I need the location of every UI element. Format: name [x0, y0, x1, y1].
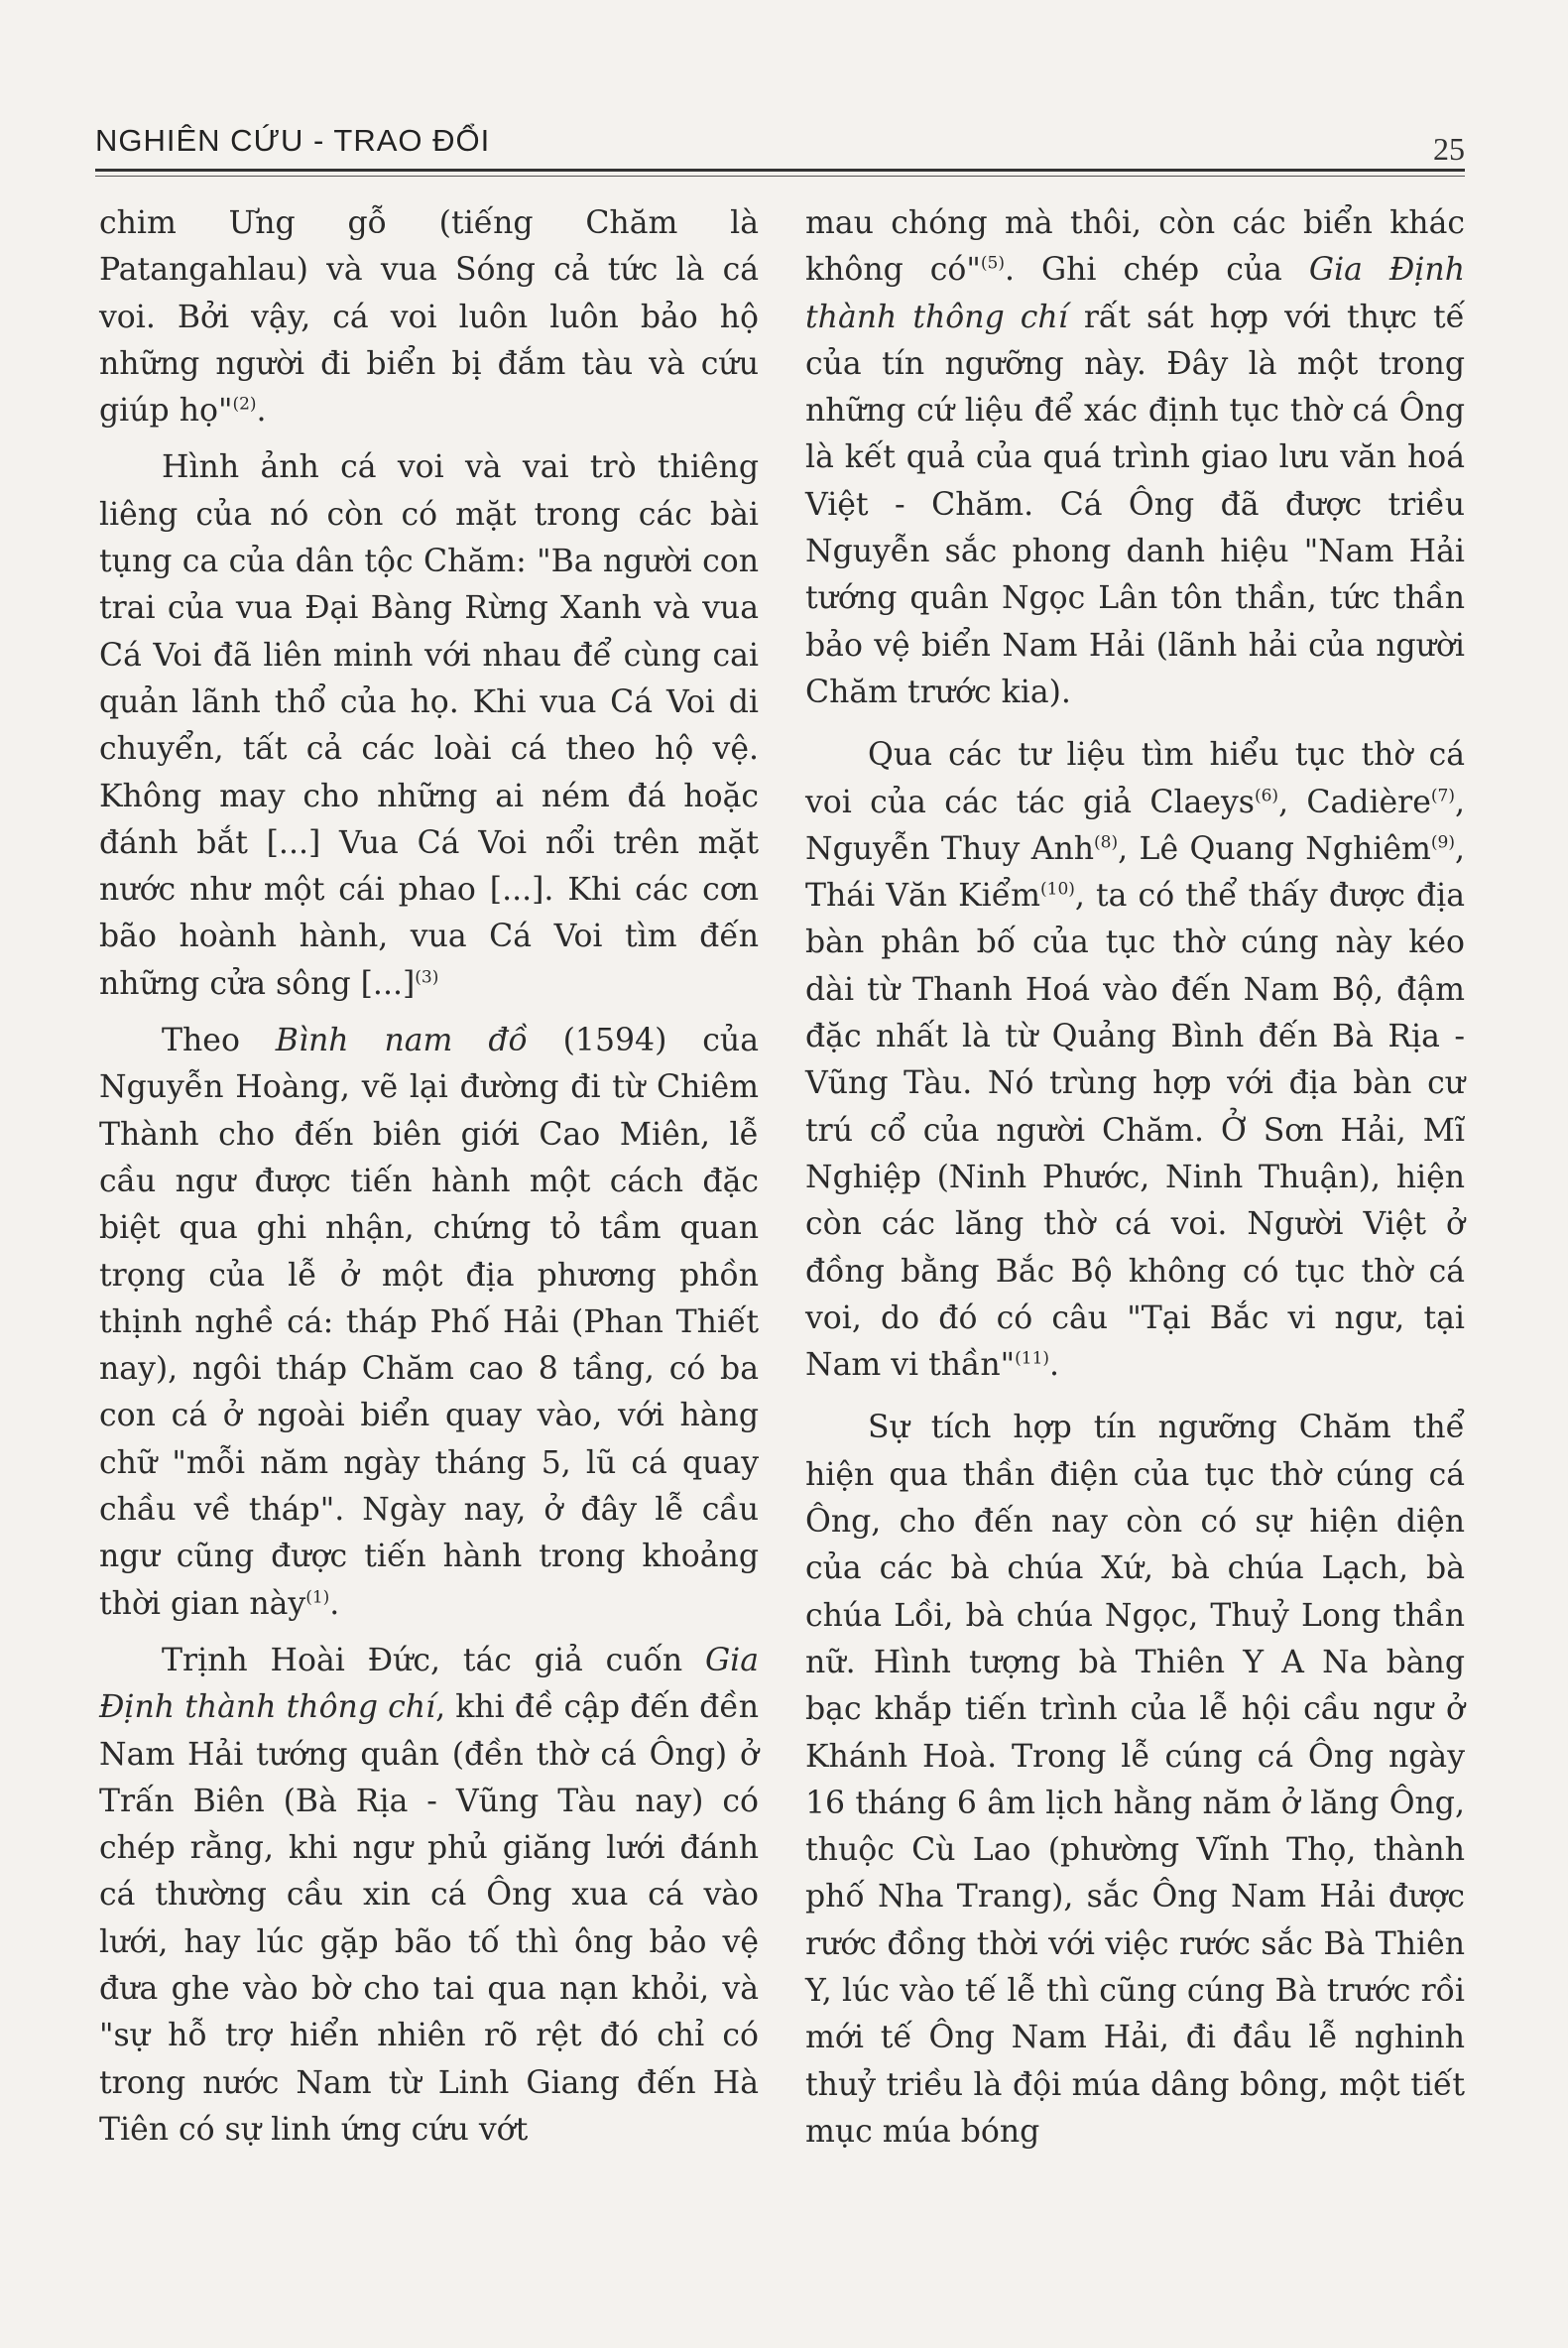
- book-title: Bình nam đồ: [275, 1023, 528, 1059]
- header-rule-thin: [95, 176, 1465, 177]
- footnote-ref: (7): [1430, 786, 1455, 806]
- footnote-ref: (5): [980, 253, 1005, 274]
- text-run: chim Ưng gỗ (tiếng Chăm là Patangahlau) và vua Sóng cả tức là cá voi. Bởi vậy, cá voi luôn luôn bảo hộ những người đi biển bị đắm tàu và cứu giúp họ": [99, 205, 759, 430]
- paragraph: [805, 200, 1465, 716]
- paragraph: [805, 1405, 1465, 2156]
- footnote-ref: (10): [1040, 879, 1075, 900]
- footnote-ref: (6): [1254, 786, 1279, 806]
- paragraph: [99, 1638, 759, 2154]
- section-title: NGHIÊN CỨU - TRAO ĐỔI: [95, 123, 491, 158]
- text-run: mau chóng mà thôi, còn các biển khác không có": [805, 205, 1465, 289]
- text-run: .: [329, 1585, 340, 1622]
- text-run: .: [1049, 1347, 1060, 1384]
- text-run: Sự tích hợp tín ngưỡng Chăm thể hiện qua thần điện của tục thờ cúng cá Ông, cho đến nay còn có sự hiện diện của các bà chúa Xứ, bà chúa Lạch, bà chúa Lồi, bà chúa Ngọc, Thuỷ Long thần nữ. Hình tượng bà Thiên Y A Na bàng bạc khắp tiến trình của lễ hội cầu ngư ở Khánh Hoà. Trong lễ cúng cá Ông ngày 16 tháng 6 âm lịch hằng năm ở lăng Ông, thuộc Cù Lao (phường Vĩnh Thọ, thành phố Nha Trang), sắc Ông Nam Hải được rước đồng thời với việc rước sắc Bà Thiên Y, lúc vào tế lễ thì cũng cúng Bà trước rồi mới tế Ông Nam Hải, đi đầu lễ nghinh thuỷ triều là đội múa dâng bông, một tiết mục múa bóng: [805, 1410, 1465, 2150]
- footnote-ref: (9): [1430, 832, 1455, 853]
- footnote-ref: (2): [232, 394, 257, 415]
- footnote-ref: (1): [305, 1587, 330, 1608]
- text-run: rất sát hợp với thực tế của tín ngưỡng này. Đây là một trong những cứ liệu để xác định tục thờ cá Ông là kết quả của quá trình giao lưu văn hoá Việt - Chăm. Cá Ông đã được triều Nguyễn sắc phong danh hiệu "Nam Hải tướng quân Ngọc Lân tôn thần, tức thần bảo vệ biển Nam Hải (lãnh hải của người Chăm trước kia).: [805, 299, 1465, 710]
- footnote-ref: (8): [1094, 832, 1119, 853]
- text-run: Theo: [162, 1023, 276, 1059]
- text-run: , Lê Quang Nghiêm: [1118, 830, 1431, 867]
- header-rule: [95, 169, 1465, 172]
- right-column: [805, 200, 1465, 2171]
- paragraph: [99, 200, 759, 434]
- book-title: Gia Định thành thông chí: [805, 252, 1465, 335]
- paragraph: [99, 1018, 759, 1628]
- text-run: .: [256, 393, 267, 430]
- text-run: , Thái Văn Kiểm: [805, 830, 1465, 915]
- text-run: , Cadière: [1278, 784, 1431, 820]
- footnote-ref: (11): [1015, 1348, 1050, 1369]
- text-run: (1594) của Nguyễn Hoàng, vẽ lại đường đi từ Chiêm Thành cho đến biên giới Cao Miên, lễ cầu ngư được tiến hành một cách đặc biệt qua ghi nhận, chứng tỏ tầm quan trọng của lễ ở một địa phương phồn thịnh nghề cá: tháp Phố Hải (Phan Thiết nay), ngôi tháp Chăm cao 8 tầng, có ba con cá ở ngoài biển quay vào, với hàng chữ "mỗi năm ngày tháng 5, lũ cá quay chầu về tháp". Ngày nay, ở đây lễ cầu ngư cũng được tiến hành trong khoảng thời gian này: [99, 1023, 759, 1622]
- text-run: , Nguyễn Thuy Anh: [805, 784, 1465, 867]
- book-title: Gia Định thành thông chí: [99, 1642, 759, 1726]
- footnote-ref: (3): [415, 967, 439, 988]
- text-run: . Ghi chép của: [1004, 252, 1309, 289]
- page-header: [95, 117, 1465, 175]
- paragraph: [99, 444, 759, 1008]
- text-run: , khi đề cập đến đền Nam Hải tướng quân (đền thờ cá Ông) ở Trấn Biên (Bà Rịa - Vũng Tàu nay) có chép rằng, khi ngư phủ giăng lưới đánh cá thường cầu xin cá Ông xua cá vào lưới, hay lúc gặp bão tố thì ông bảo vệ đưa ghe vào bờ cho tai qua nạn khỏi, và "sự hỗ trợ hiển nhiên rõ rệt đó chỉ có trong nước Nam từ Linh Giang đến Hà Tiên có sự linh ứng cứu vớt: [99, 1689, 760, 2148]
- paragraph: [805, 732, 1465, 1389]
- text-run: , ta có thể thấy được địa bàn phân bố của tục thờ cúng này kéo dài từ Thanh Hoá vào đến Nam Bộ, đậm đặc nhất là từ Quảng Bình đến Bà Rịa - Vũng Tàu. Nó trùng hợp với địa bàn cư trú cổ của người Chăm. Ở Sơn Hải, Mĩ Nghiệp (Ninh Phước, Ninh Thuận), hiện còn các lăng thờ cá voi. Người Việt ở đồng bằng Bắc Bộ không có tục thờ cá voi, do đó có câu "Tại Bắc vi ngư, tại Nam vi thần": [805, 878, 1465, 1384]
- left-column: [99, 200, 759, 2163]
- text-run: Hình ảnh cá voi và vai trò thiêng liêng của nó còn có mặt trong các bài tụng ca của dân tộc Chăm: "Ba người con trai của vua Đại Bàng Rừng Xanh và vua Cá Voi đã liên minh với nhau để cùng cai quản lãnh thổ của họ. Khi vua Cá Voi di chuyển, tất cả các loài cá theo hộ vệ. Không may cho những ai ném đá hoặc đánh bắt [...] Vua Cá Voi nổi trên mặt nước như một cái phao [...]. Khi các cơn bão hoành hành, vua Cá Voi tìm đến những cửa sông [...]: [99, 449, 759, 1002]
- page-number: 25: [1433, 131, 1465, 167]
- text-run: Qua các tư liệu tìm hiểu tục thờ cá voi của các tác giả Claeys: [805, 737, 1465, 820]
- text-run: Trịnh Hoài Đức, tác giả cuốn: [162, 1642, 705, 1678]
